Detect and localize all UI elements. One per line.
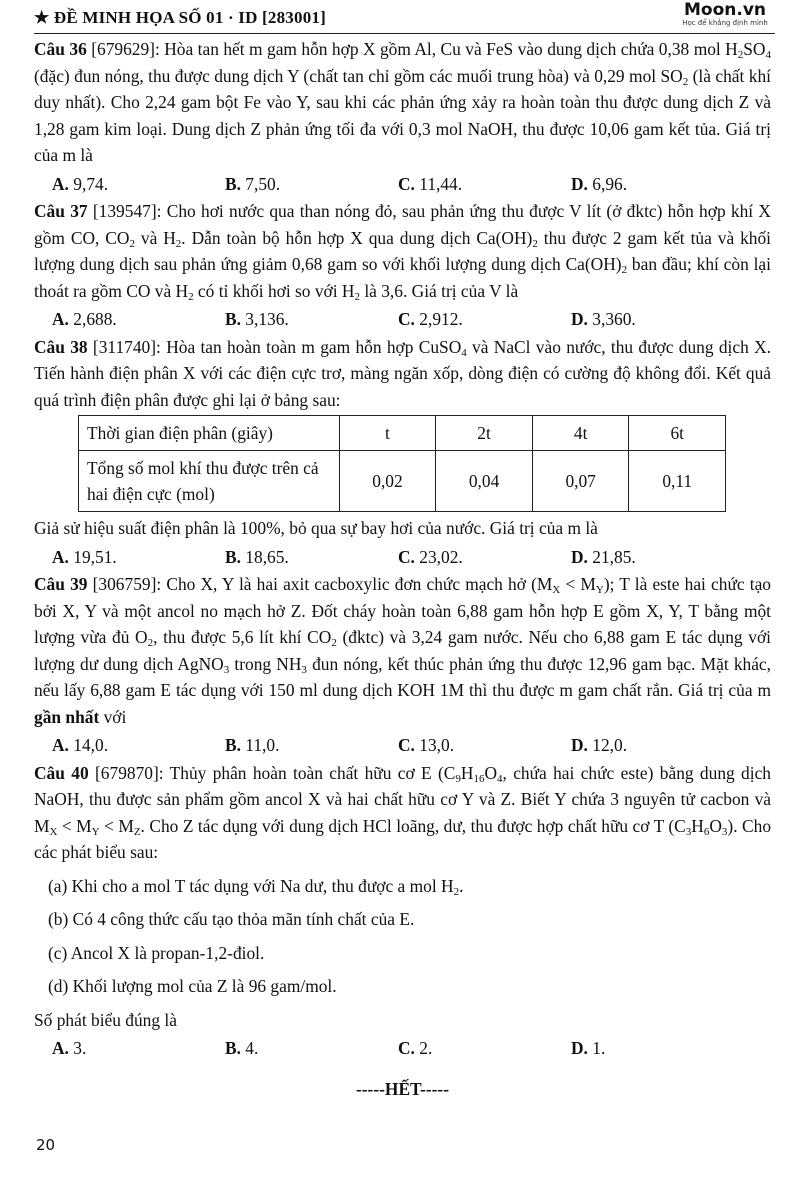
answer-options: [52, 306, 771, 333]
table-cell: 0,07: [532, 451, 629, 512]
option-b: B. 4.: [225, 1038, 259, 1058]
option-b: B. 11,0.: [225, 735, 280, 755]
table-cell: 2t: [436, 416, 533, 451]
page-number: 20: [36, 1136, 56, 1154]
table-cell: 0,11: [629, 451, 726, 512]
answer-options: [52, 171, 771, 198]
question-36: Câu 36 [679629]: Hòa tan hết m gam hỗn hợp X gồm Al, Cu và FeS vào dung dịch chứa 0,38 mol $H_2SO_4$ (đặc) đun nóng, thu được dung dịch Y (chất tan chỉ gồm các muối trung hòa) và 0,29 mol $SO_2$ (là chất khí duy nhất). Cho 2,24 gam bột Fe vào Y, sau khi các phản ứng xảy ra hoàn toàn thu được dung dịch Z và 1,28 gam kim loại. Dung dịch Z phản ứng tối đa với 0,3 mol NaOH, thu được 10,06 gam kết tủa. Giá trị của m là: [34, 39, 771, 165]
option-d: D. 12,0.: [571, 735, 628, 755]
table-cell: t: [339, 416, 436, 451]
question-label: Câu 37: [34, 201, 88, 221]
question-40-prompt: Số phát biểu đúng là: [34, 1009, 177, 1030]
statement-a: (a) Khi cho a mol T tác dụng với Na dư, thu được a mol $H_2$.: [48, 875, 464, 898]
statement-d: (d) Khối lượng mol của Z là 96 gam/mol.: [48, 976, 337, 996]
option-a: A. 19,51.: [52, 546, 117, 567]
question-label: Câu 39: [34, 574, 88, 594]
table-cell: 0,04: [436, 451, 533, 512]
question-37: Câu 37 [139547]: Cho hơi nước qua than nóng đỏ, sau phản ứng thu được V lít (ở đktc) hỗn hợp khí X gồm CO, $CO_2$ và $H_2$. Dẫn toàn bộ hỗn hợp X qua dung dịch $Ca(OH)_2$ thu được 2 gam kết tủa và khối lượng dung dịch sau phản ứng giảm 0,68 gam so với khối lượng dung dịch $Ca(OH)_2$ ban đầu; khí còn lại thoát ra gồm CO và $H_2$ có tỉ khối hơi so với $H_2$ là 3,6. Giá trị của V là: [34, 201, 772, 303]
answer-options: [52, 1035, 771, 1062]
header-divider: [34, 33, 775, 34]
table-cell: 4t: [532, 416, 629, 451]
question-label: Câu 38: [34, 336, 88, 357]
option-b: B. 3,136.: [225, 309, 289, 329]
answer-options: [52, 732, 771, 759]
option-d: D. 21,85.: [571, 546, 636, 567]
page-content: [34, 36, 771, 1102]
option-b: B. 7,50.: [225, 173, 281, 194]
option-d: D. 6,96.: [571, 173, 628, 194]
option-c: C. 13,0.: [398, 735, 455, 755]
table-cell: 6t: [629, 416, 726, 451]
table-row: [79, 451, 726, 512]
exam-title: ★ ĐỀ MINH HỌA SỐ 01 · ID [283001]: [34, 8, 326, 27]
answer-options: [52, 544, 771, 571]
statement-b: (b) Có 4 công thức cấu tạo thỏa mãn tính chất của E.: [48, 909, 415, 929]
question-38-prompt: Giả sử hiệu suất điện phân là 100%, bỏ qua sự bay hơi của nước. Giá trị của m là: [34, 518, 598, 538]
option-c: C. 2,912.: [398, 309, 463, 329]
question-38: Câu 38 [311740]: Hòa tan hoàn toàn m gam hỗn hợp CuSO$_4$ và NaCl vào nước, thu được dung dịch X. Tiến hành điện phân X với các điện cực trơ, màng ngăn xốp, dòng điện có cường độ không đổi. Kết quả quá trình điện phân được ghi lại ở bảng sau:: [34, 336, 771, 410]
brand-logo: [675, 1, 775, 28]
option-a: A. 9,74.: [52, 173, 109, 194]
end-marker: -----HẾT-----: [355, 1078, 450, 1099]
electrolysis-table: [78, 415, 726, 512]
table-row-label: Thời gian điện phân (giây): [79, 416, 340, 451]
table-cell: 0,02: [339, 451, 436, 512]
option-d: D. 1.: [571, 1038, 606, 1058]
question-40: Câu 40 [679870]: Thủy phân hoàn toàn chất hữu cơ E ($C_9H_{16}O_4$, chứa hai chức este) bằng dung dịch NaOH, thu được sản phẩm gồm ancol X và hai chất hữu cơ Y và Z. Biết Y chứa 3 nguyên tử cacbon và $M_X < M_Y < M_Z$. Cho Z tác dụng với dung dịch HCl loãng, dư, thu được hợp chất hữu cơ T $(C_3H_6O_3)$. Cho các phát biểu sau:: [34, 762, 772, 862]
page-header: [34, 0, 775, 34]
option-a: A. 14,0.: [52, 735, 109, 755]
option-a: A. 2,688.: [52, 309, 117, 329]
question-label: Câu 40: [34, 762, 89, 783]
option-d: D. 3,360.: [571, 309, 636, 329]
brand-name: Moon.vn: [683, 0, 767, 20]
brand-tagline: Học để khẳng định mình: [682, 19, 768, 27]
statement-c: (c) Ancol X là propan-1,2-điol.: [48, 942, 265, 963]
option-a: A. 3.: [52, 1038, 87, 1058]
table-row-label: Tổng số mol khí thu được trên cả hai điện cực (mol): [79, 451, 340, 512]
question-label: Câu 36: [34, 39, 87, 59]
option-c: C. 11,44.: [398, 173, 463, 194]
option-c: C. 2.: [398, 1038, 433, 1058]
option-c: C. 23,02.: [398, 546, 463, 567]
option-b: B. 18,65.: [225, 546, 289, 567]
table-row: [79, 416, 726, 451]
question-39: Câu 39 [306759]: Cho X, Y là hai axit cacboxylic đơn chức mạch hở $(M_X < M_Y)$; T là este hai chức tạo bởi X, Y và một ancol no mạch hở Z. Đốt cháy hoàn toàn 6,88 gam hỗn hợp E gồm X, Y, T bằng một lượng vừa đủ $O_2$, thu được 5,6 lít khí $CO_2$ (đktc) và 3,24 gam nước. Nếu cho 6,88 gam E tác dụng với lượng dư dung dịch AgNO$_3$ trong $NH_3$ đun nóng, kết thúc phản ứng thu được 12,96 gam bạc. Mặt khác, nếu lấy 6,88 gam E tác dụng với 150 ml dung dịch KOH 1M thì thu được m gam chất rắn. Giá trị của m gần nhất với: [34, 574, 771, 727]
